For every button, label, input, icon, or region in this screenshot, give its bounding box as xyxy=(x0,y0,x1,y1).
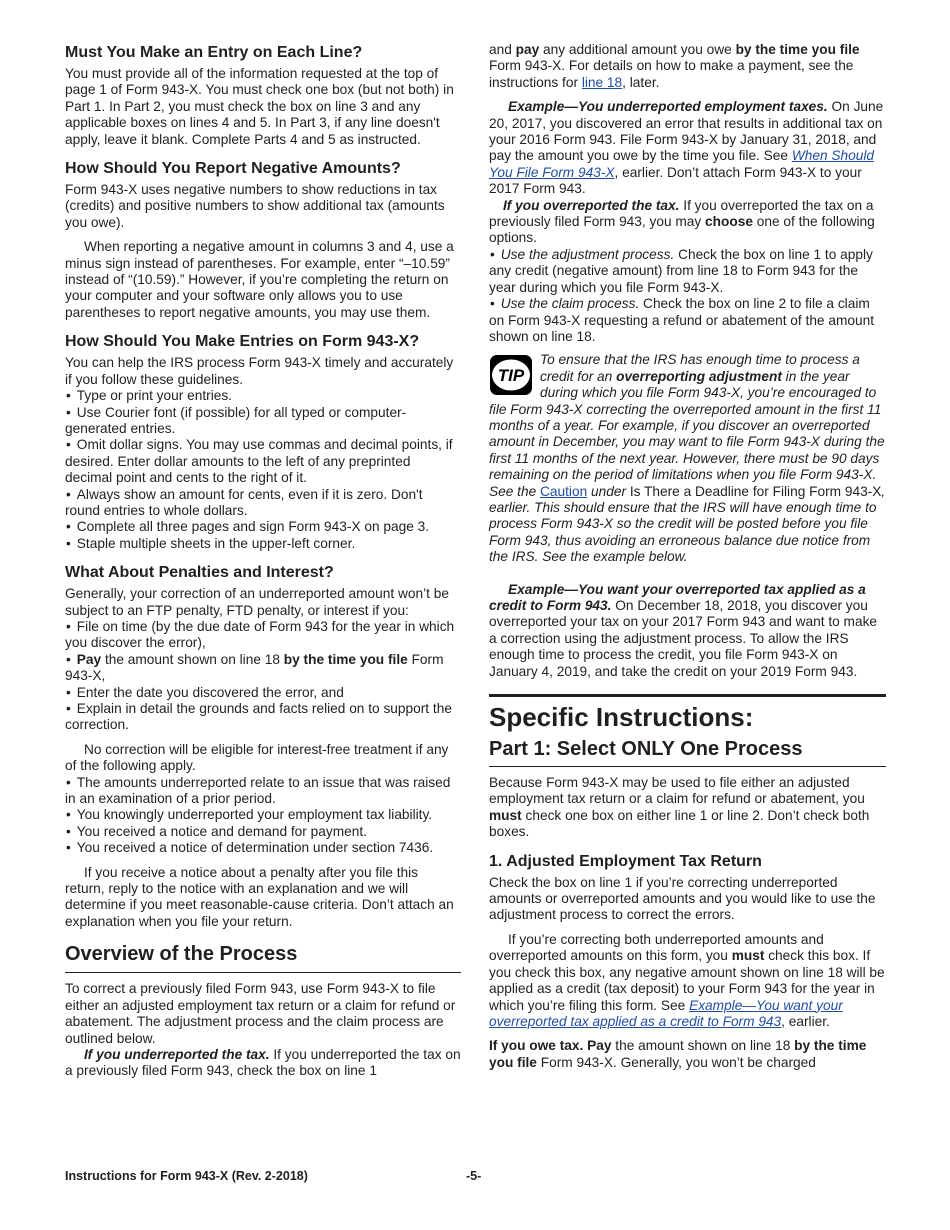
paragraph-overreported: If you overreported the tax. If you overreported the tax on a previously filed Form 943, you may choose one of the following options. xyxy=(489,197,875,246)
tip-label: TIP xyxy=(497,366,525,386)
list-item: • Type or print your entries. xyxy=(65,388,461,404)
footer-form-title: Instructions for Form 943-X (Rev. 2-2018) xyxy=(65,1169,308,1183)
left-column xyxy=(65,40,461,1080)
heading-entry-each-line: Must You Make an Entry on Each Line? xyxy=(65,44,363,61)
list-item: • Omit dollar signs. You may use commas and decimal points, if desired. Enter dollar amounts to the left of any preprinted decimal point and cents to the right of it. xyxy=(65,437,461,486)
paragraph-no-correction: No correction will be eligible for interest-free treatment if any of the following apply. xyxy=(65,741,449,774)
paragraph-underreported: If you underreported the tax. If you underreported the tax on a previously filed Form 943, check the box on line 1 xyxy=(65,1046,461,1079)
paragraph-if-you-owe: If you owe tax. Pay the amount shown on line 18 by the time you file Form 943-X. Generally, you won’t be charged xyxy=(489,1038,867,1070)
tip-icon xyxy=(489,354,533,396)
list-item: • Use Courier font (if possible) for all typed or computer-generated entries. xyxy=(65,405,461,438)
link-line-18[interactable]: line 18 xyxy=(581,74,623,90)
heading-line-1: 1. Adjusted Employment Tax Return xyxy=(489,852,762,870)
list-item: • Use the adjustment process. Check the box on line 1 to apply any credit (negative amount) from line 18 to Form 943 for the year during which you file Form 943-X. xyxy=(489,247,886,296)
paragraph-line-1: Check the box on line 1 if you’re correcting underreported amounts or overreported amounts and you would like to use the adjustment process to correct the errors. xyxy=(489,874,876,923)
paragraph-both-amounts: If you’re correcting both underreported amounts and overreported amounts on this form, you must check this box. If you check this box, any negative amount shown on line 18 will be applied as a credit (tax deposit) to your Form 943 for the year in which you’re filing this form. See Example—You want your overreported tax applied as a credit to Form 943, earlier. xyxy=(489,931,885,1029)
list-item: • You received a notice and demand for payment. xyxy=(65,824,461,840)
heading-part-1: Part 1: Select ONLY One Process xyxy=(489,738,803,761)
list-item: • Always show an amount for cents, even if it is zero. Don't round entries to whole dollars. xyxy=(65,487,461,520)
list-item: • Use the claim process. Check the box on line 2 to file a claim on Form 943-X requesting a refund or abatement of the amount shown on line 18. xyxy=(489,296,886,345)
list-item: • You knowingly underreported your employment tax liability. xyxy=(65,807,461,823)
list-item: • Complete all three pages and sign Form 943-X on page 3. xyxy=(65,519,461,535)
section-divider xyxy=(65,972,461,973)
paragraph-negative-2: When reporting a negative amount in columns 3 and 4, use a minus sign instead of parentheses. For example, enter “–10.59” instead of “(10.59).” However, if you’re completing the return on your computer and your software only allows you to use parentheses to report negative amounts, you may use them. xyxy=(65,239,454,320)
right-column xyxy=(489,42,886,1071)
tip-box: TIP To ensure that the IRS has enough time to process a credit for an overreporting adjustment in the year during which you file Form 943-X, you’re encouraged to file Form 943-X correcting the overreported amount in the first 11 months of a year. For example, if you discover an overreported amount in December, you may want to file Form 943-X during the first 11 months of the next year. However, there must be 90 days remaining on the period of limitations when you file Form 943-X. See the Caution under Is There a Deadline for Filing Form 943-X, earlier. This should ensure that the IRS will have enough time to process Form 943-X so the credit will be posted before you file Form 943, thus avoiding an erroneous balance due notice from the IRS. See the example below. xyxy=(489,352,886,565)
paragraph-negative-1: Form 943-X uses negative numbers to show reductions in tax (credits) and positive numbers to show additional tax (amounts you owe). xyxy=(65,182,445,230)
heading-make-entries: How Should You Make Entries on Form 943-X? xyxy=(65,333,420,351)
list-item: • Pay the amount shown on line 18 by the time you file Form 943-X, xyxy=(65,652,461,685)
heading-negative-amounts: How Should You Report Negative Amounts? xyxy=(65,160,401,178)
paragraph-entry-each-line: You must provide all of the information requested at the top of page 1 of Form 943-X. You must check one box (but not both) in Part 1. In Part 2, you must check the box on line 3 and any applicable boxes on lines 4 and 5. In Part 3, if any line doesn't apply, leave it blank. Complete Parts 4 and 5 as instructed. xyxy=(65,66,454,147)
section-divider xyxy=(489,694,886,697)
section-divider xyxy=(489,766,886,767)
heading-penalties: What About Penalties and Interest? xyxy=(65,564,334,582)
heading-overview: Overview of the Process xyxy=(65,943,298,966)
paragraph-example-underreported: Example—You underreported employment taxes. On June 20, 2017, you discovered an error that results in additional tax on your 2016 Form 943. File Form 943-X by January 31, 2018, and pay the amount you owe by the time you file. See When Should You File Form 943-X, earlier. Don’t attach Form 943-X to your 2017 Form 943. xyxy=(489,99,884,197)
link-caution[interactable]: Caution xyxy=(540,483,588,499)
paragraph-example-overreported: Example—You want your overreported tax applied as a credit to Form 943. On December 18, 2018, you discover you overreported your tax on your 2017 Form 943 and want to make a correction using the adjustment process. To allow the IRS enough time to process the credit, you file Form 943-X on January 4, 2019, and take the credit on your 2019 Form 943. xyxy=(489,581,878,679)
page-number: -5- xyxy=(466,1169,482,1183)
list-item: • File on time (by the due date of Form 943 for the year in which you discover the error), xyxy=(65,619,461,652)
paragraph-overview: To correct a previously filed Form 943, use Form 943-X to file either an adjusted employment tax return or a claim for refund or abatement. The adjustment process and the claim process are outlined below. xyxy=(65,981,456,1046)
paragraph-continued: and pay any additional amount you owe by the time you file Form 943-X. For details on how to make a payment, see the instructions for line 18, later. xyxy=(489,42,860,90)
list-item: • Explain in detail the grounds and facts relied on to support the correction. xyxy=(65,701,461,734)
paragraph-make-entries: You can help the IRS process Form 943-X timely and accurately if you follow these guidelines. xyxy=(65,355,454,387)
list-item: • Enter the date you discovered the error, and xyxy=(65,685,461,701)
link-when-should-you-file[interactable]: When Should You File Form 943-X xyxy=(489,148,875,180)
list-item: • The amounts underreported relate to an issue that was raised in an examination of a prior period. xyxy=(65,775,461,808)
paragraph-part-1: Because Form 943-X may be used to file either an adjusted employment tax return or a claim for refund or abatement, you must check one box on either line 1 or line 2. Don’t check both boxes. xyxy=(489,775,870,840)
heading-specific-instructions: Specific Instructions: xyxy=(489,702,754,733)
list-item: • You received a notice of determination under section 7436. xyxy=(65,840,461,856)
link-example-overreported[interactable]: Example—You want your overreported tax applied as a credit to Form 943 xyxy=(489,997,843,1029)
paragraph-penalty-notice: If you receive a notice about a penalty after you file this return, reply to the notice with an explanation and we will determine if you meet reasonable-cause criteria. Don’t attach an explanation when you file your return. xyxy=(65,864,454,929)
paragraph-penalties: Generally, your correction of an underreported amount won’t be subject to an FTP penalty, FTD penalty, or interest if you: xyxy=(65,586,449,618)
list-item: • Staple multiple sheets in the upper-left corner. xyxy=(65,536,461,552)
